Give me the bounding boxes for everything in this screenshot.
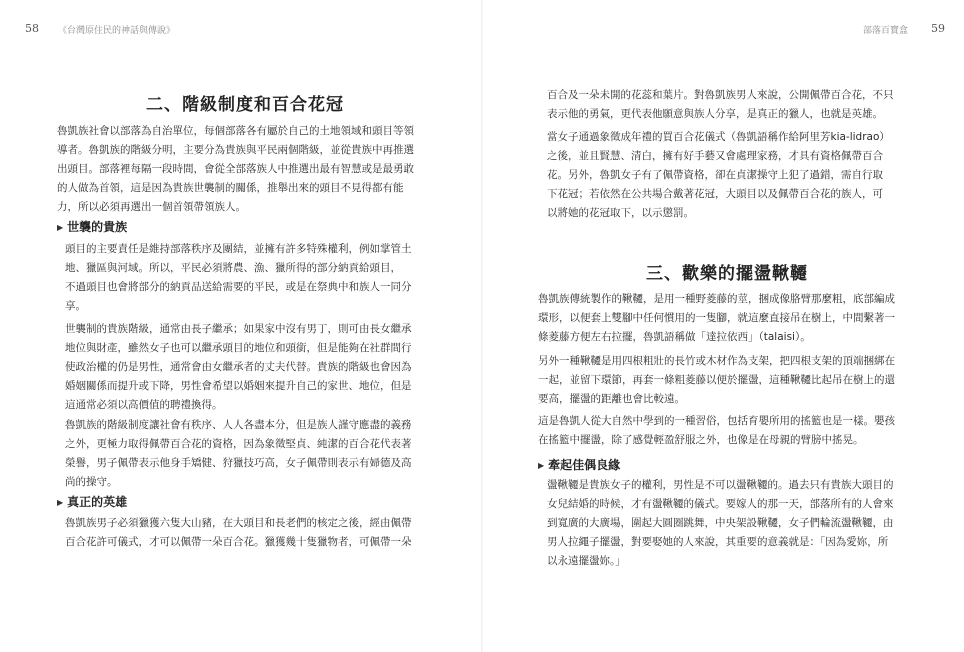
- subheading-true-hero: ▶ 真正的英雄: [57, 495, 128, 509]
- text-line: 使政治權的仍是男性，通常會由女繼承者的丈夫代替。貴族的階級也會因為: [65, 361, 412, 373]
- text-line: 地、獵區與河域。所以，平民必須將農、漁、獵所得的部分納貢給頭目，: [65, 262, 401, 274]
- text-line: 男人拉繩子擺盪，對要娶她的人來說，其重要的意義就是：「因為愛妳，所: [547, 536, 889, 548]
- text-line: 另外一種鞦韆是用四根粗壯的長竹或木材作為支架，把四根支架的頂端捆綁在: [538, 355, 895, 367]
- subheading-marriage: ▶ 牽起佳偶良緣: [538, 458, 621, 472]
- text-line: 下花冠；若依然在公共場合戴著花冠，大頭目以及佩帶百合花的族人，可: [547, 188, 883, 200]
- text-line: 之外，更極力取得佩帶百合花的資格，因為象徵堅貞、純潔的百合花代表著: [65, 438, 412, 450]
- text-line: 百合及一朵未開的花蕊和葉片。對魯凱族男人來說，公開佩帶百合花，不只: [547, 89, 894, 101]
- text-line: 的人做為首領，這是因為貴族世襲制的關係，推舉出來的頭目不見得都有能: [57, 182, 404, 194]
- text-line: 世襲制的貴族階級，通常由長子繼承；如果家中沒有男丁，則可由長女繼承: [65, 323, 412, 335]
- text-line: 女兒結婚的時候，才有盪鞦韆的儀式。要嫁人的那一天，部落所有的人會來: [547, 498, 894, 510]
- text-line: 要高，擺盪的距離也會比較遠。: [538, 393, 685, 405]
- hero-paragraph: [65, 514, 429, 552]
- subheading-hereditary-nobility: ▶ 世襲的貴族: [57, 220, 128, 234]
- intro-paragraph: [57, 122, 429, 217]
- nobility-paragraph-3: [65, 416, 429, 492]
- marriage-paragraph: [547, 476, 911, 571]
- text-line: 地位與財產，雖然女子也可以繼承頭目的地位和頭銜，但是能夠在社群間行: [65, 342, 412, 354]
- continued-paragraph: [547, 86, 911, 124]
- text-line: 之後，並且賢慧、清白，擁有好手藝又會處理家務，才具有資格佩帶百合: [547, 150, 883, 162]
- text-line: 花。另外，魯凱女子有了佩帶資格，卻在貞潔操守上犯了過錯，需自行取: [547, 169, 883, 181]
- right-page: [482, 0, 964, 652]
- text-line: 條菱藤方便左右拉擺，魯凱語稱做「達拉依西」（talaisi）。: [538, 331, 811, 343]
- swing-paragraph-1: [538, 290, 910, 347]
- left-page-number: 58: [25, 22, 39, 35]
- text-line: 婚姻關係而提升或下降，男性會希望以婚姻來提升自己的家世、地位，但是: [65, 380, 412, 392]
- triangle-bullet-icon: ▶: [538, 461, 545, 470]
- right-running-head: 部落百寶盒: [863, 26, 909, 36]
- text-line: 以永遠擺盪妳。」: [547, 555, 626, 567]
- text-line: 這通常必須以高價值的聘禮換得。: [65, 399, 223, 411]
- women-lily-paragraph: [547, 128, 911, 223]
- text-line: 尚的操守。: [65, 476, 118, 488]
- text-line: 不過頭目也會將部分的納貢品送給需要的平民，或是在祭典中和族人一同分: [65, 281, 412, 293]
- text-line: 這是魯凱人從大自然中學到的一種習俗，包括育嬰所用的搖籃也是一樣。嬰孩: [538, 415, 895, 427]
- nobility-paragraph-2: [65, 320, 429, 415]
- text-line: 表示他的勇氣，更代表他願意與族人分享，是真正的獵人，也就是英雄。: [547, 108, 883, 120]
- text-line: 魯凱族的階級制度讓社會有秩序、人人各盡本分，但是族人謹守應盡的義務: [65, 419, 412, 431]
- text-line: 出頭目。部落裡每隔一段時間，會從全部落族人中推選出最有智慧或是最勇敢: [57, 163, 414, 175]
- right-page-number: 59: [931, 22, 945, 35]
- triangle-bullet-icon: ▶: [57, 223, 64, 232]
- text-line: 到寬廣的大廣場，圍起大圓圈跳舞，中央架設鞦韆，女子們輪流盪鞦韆，由: [547, 517, 894, 529]
- text-line: 環形，以便套上雙腳中任何慣用的一隻腳，就這麼直接吊在樹上，中間繫著一: [538, 312, 895, 324]
- text-line: 榮譽，男子佩帶表示他身手矯健、狩獵技巧高，女子佩帶則表示有婦德及高: [65, 457, 412, 469]
- swing-paragraph-2: [538, 352, 910, 409]
- text-line: 以將她的花冠取下，以示懲罰。: [547, 207, 694, 219]
- text-line: 百合花許可儀式，才可以佩帶一朵百合花。獵獲幾十隻獵物者，可佩帶一朵: [65, 536, 412, 548]
- text-line: 魯凱族社會以部落為自治單位，每個部落各有屬於自己的土地領域和頭目等領: [57, 125, 414, 137]
- text-line: 一起，並留下環節，再套一條粗菱藤以便於擺盪，這種鞦韆比起吊在樹上的還: [538, 374, 895, 386]
- text-line: 魯凱族男子必須獵獲六隻大山豬，在大頭目和長老們的核定之後，經由佩帶: [65, 517, 412, 529]
- text-line: 當女子通過象徵成年禮的買百合花儀式（魯凱語稱作給阿里芳kia-lidrao）: [547, 131, 890, 143]
- text-line: 魯凱族傳統製作的鞦韆，是用一種野菱藤的莖，捆成像胳臂那麼粗，底部編成: [538, 293, 895, 305]
- text-line: 力，所以必須再選出一個首領帶領族人。: [57, 201, 246, 213]
- triangle-bullet-icon: ▶: [57, 498, 64, 507]
- swing-paragraph-3: [538, 412, 910, 450]
- section-title-swing: 三、歡樂的擺盪鞦韆: [646, 264, 808, 284]
- text-line: 盪鞦韆是貴族女子的權利，男性是不可以盪鞦韆的。過去只有貴族大頭目的: [547, 479, 894, 491]
- nobility-paragraph-1: [65, 240, 429, 316]
- text-line: 在搖籃中擺盪，除了感覺輕盈舒服之外，也像是在母親的臂膀中搖晃。: [538, 434, 864, 446]
- left-running-head: 《台灣原住民的神話與傳說》: [58, 26, 176, 36]
- text-line: 導者。魯凱族的階級分明，主要分為貴族與平民兩個階級，並從貴族中再推選: [57, 144, 414, 156]
- text-line: 頭目的主要責任是維持部落秩序及團結，並擁有許多特殊權利，例如掌管土: [65, 243, 412, 255]
- text-line: 享。: [65, 300, 86, 312]
- section-title-hierarchy: 二、階級制度和百合花冠: [146, 95, 344, 115]
